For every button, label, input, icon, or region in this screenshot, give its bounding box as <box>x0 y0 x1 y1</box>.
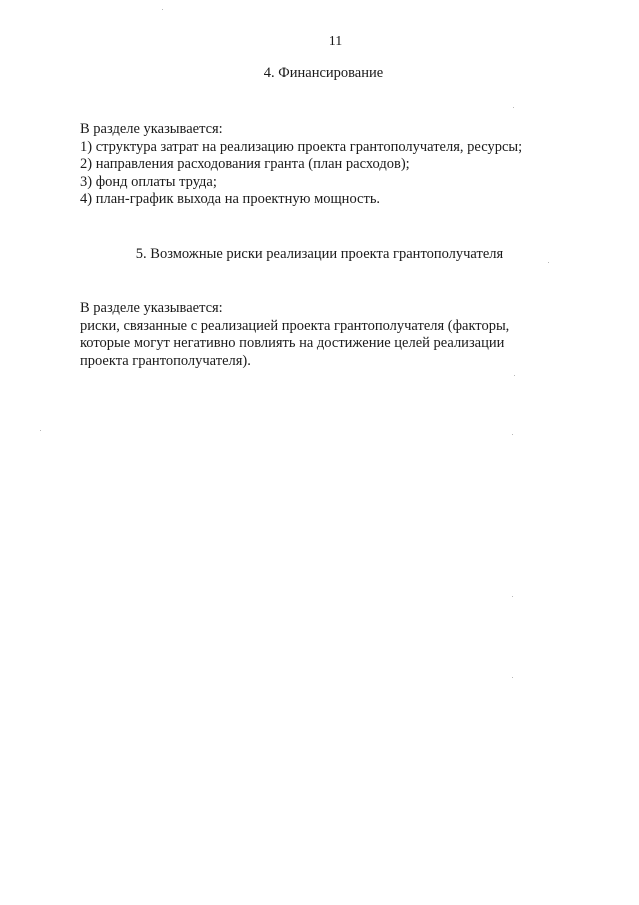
section-5-text-line-2: которые могут негативно повлиять на достижение целей реализации <box>80 335 505 352</box>
scan-speck <box>40 430 41 431</box>
scan-speck <box>512 596 513 597</box>
scan-speck <box>513 107 514 108</box>
scan-speck <box>162 9 163 10</box>
section-5-heading: 5. Возможные риски реализации проекта грантополучателя <box>135 246 504 262</box>
section-4-item-2: 2) направления расходования гранта (план расходов); <box>80 156 410 173</box>
page-number: 11 <box>328 34 343 49</box>
scan-speck <box>512 677 513 678</box>
section-4-body <box>80 121 560 209</box>
section-5-text-line-3: проекта грантополучателя). <box>80 352 251 369</box>
section-4-item-3: 3) фонд оплаты труда; <box>80 173 217 190</box>
scan-speck <box>548 262 549 263</box>
section-5-intro: В разделе указывается: <box>80 300 223 316</box>
section-4-item-1: 1) структура затрат на реализацию проекта грантополучателя, ресурсы; <box>80 138 523 155</box>
section-4-heading: 4. Финансирование <box>263 65 384 81</box>
section-5-body <box>80 300 560 370</box>
scan-speck <box>512 434 513 435</box>
section-4-item-4: 4) план-график выхода на проектную мощность. <box>80 191 381 208</box>
section-5-text-line-1: риски, связанные с реализацией проекта грантополучателя (факторы, <box>80 317 510 334</box>
scan-speck <box>514 375 515 376</box>
section-4-intro: В разделе указывается: <box>80 121 223 137</box>
